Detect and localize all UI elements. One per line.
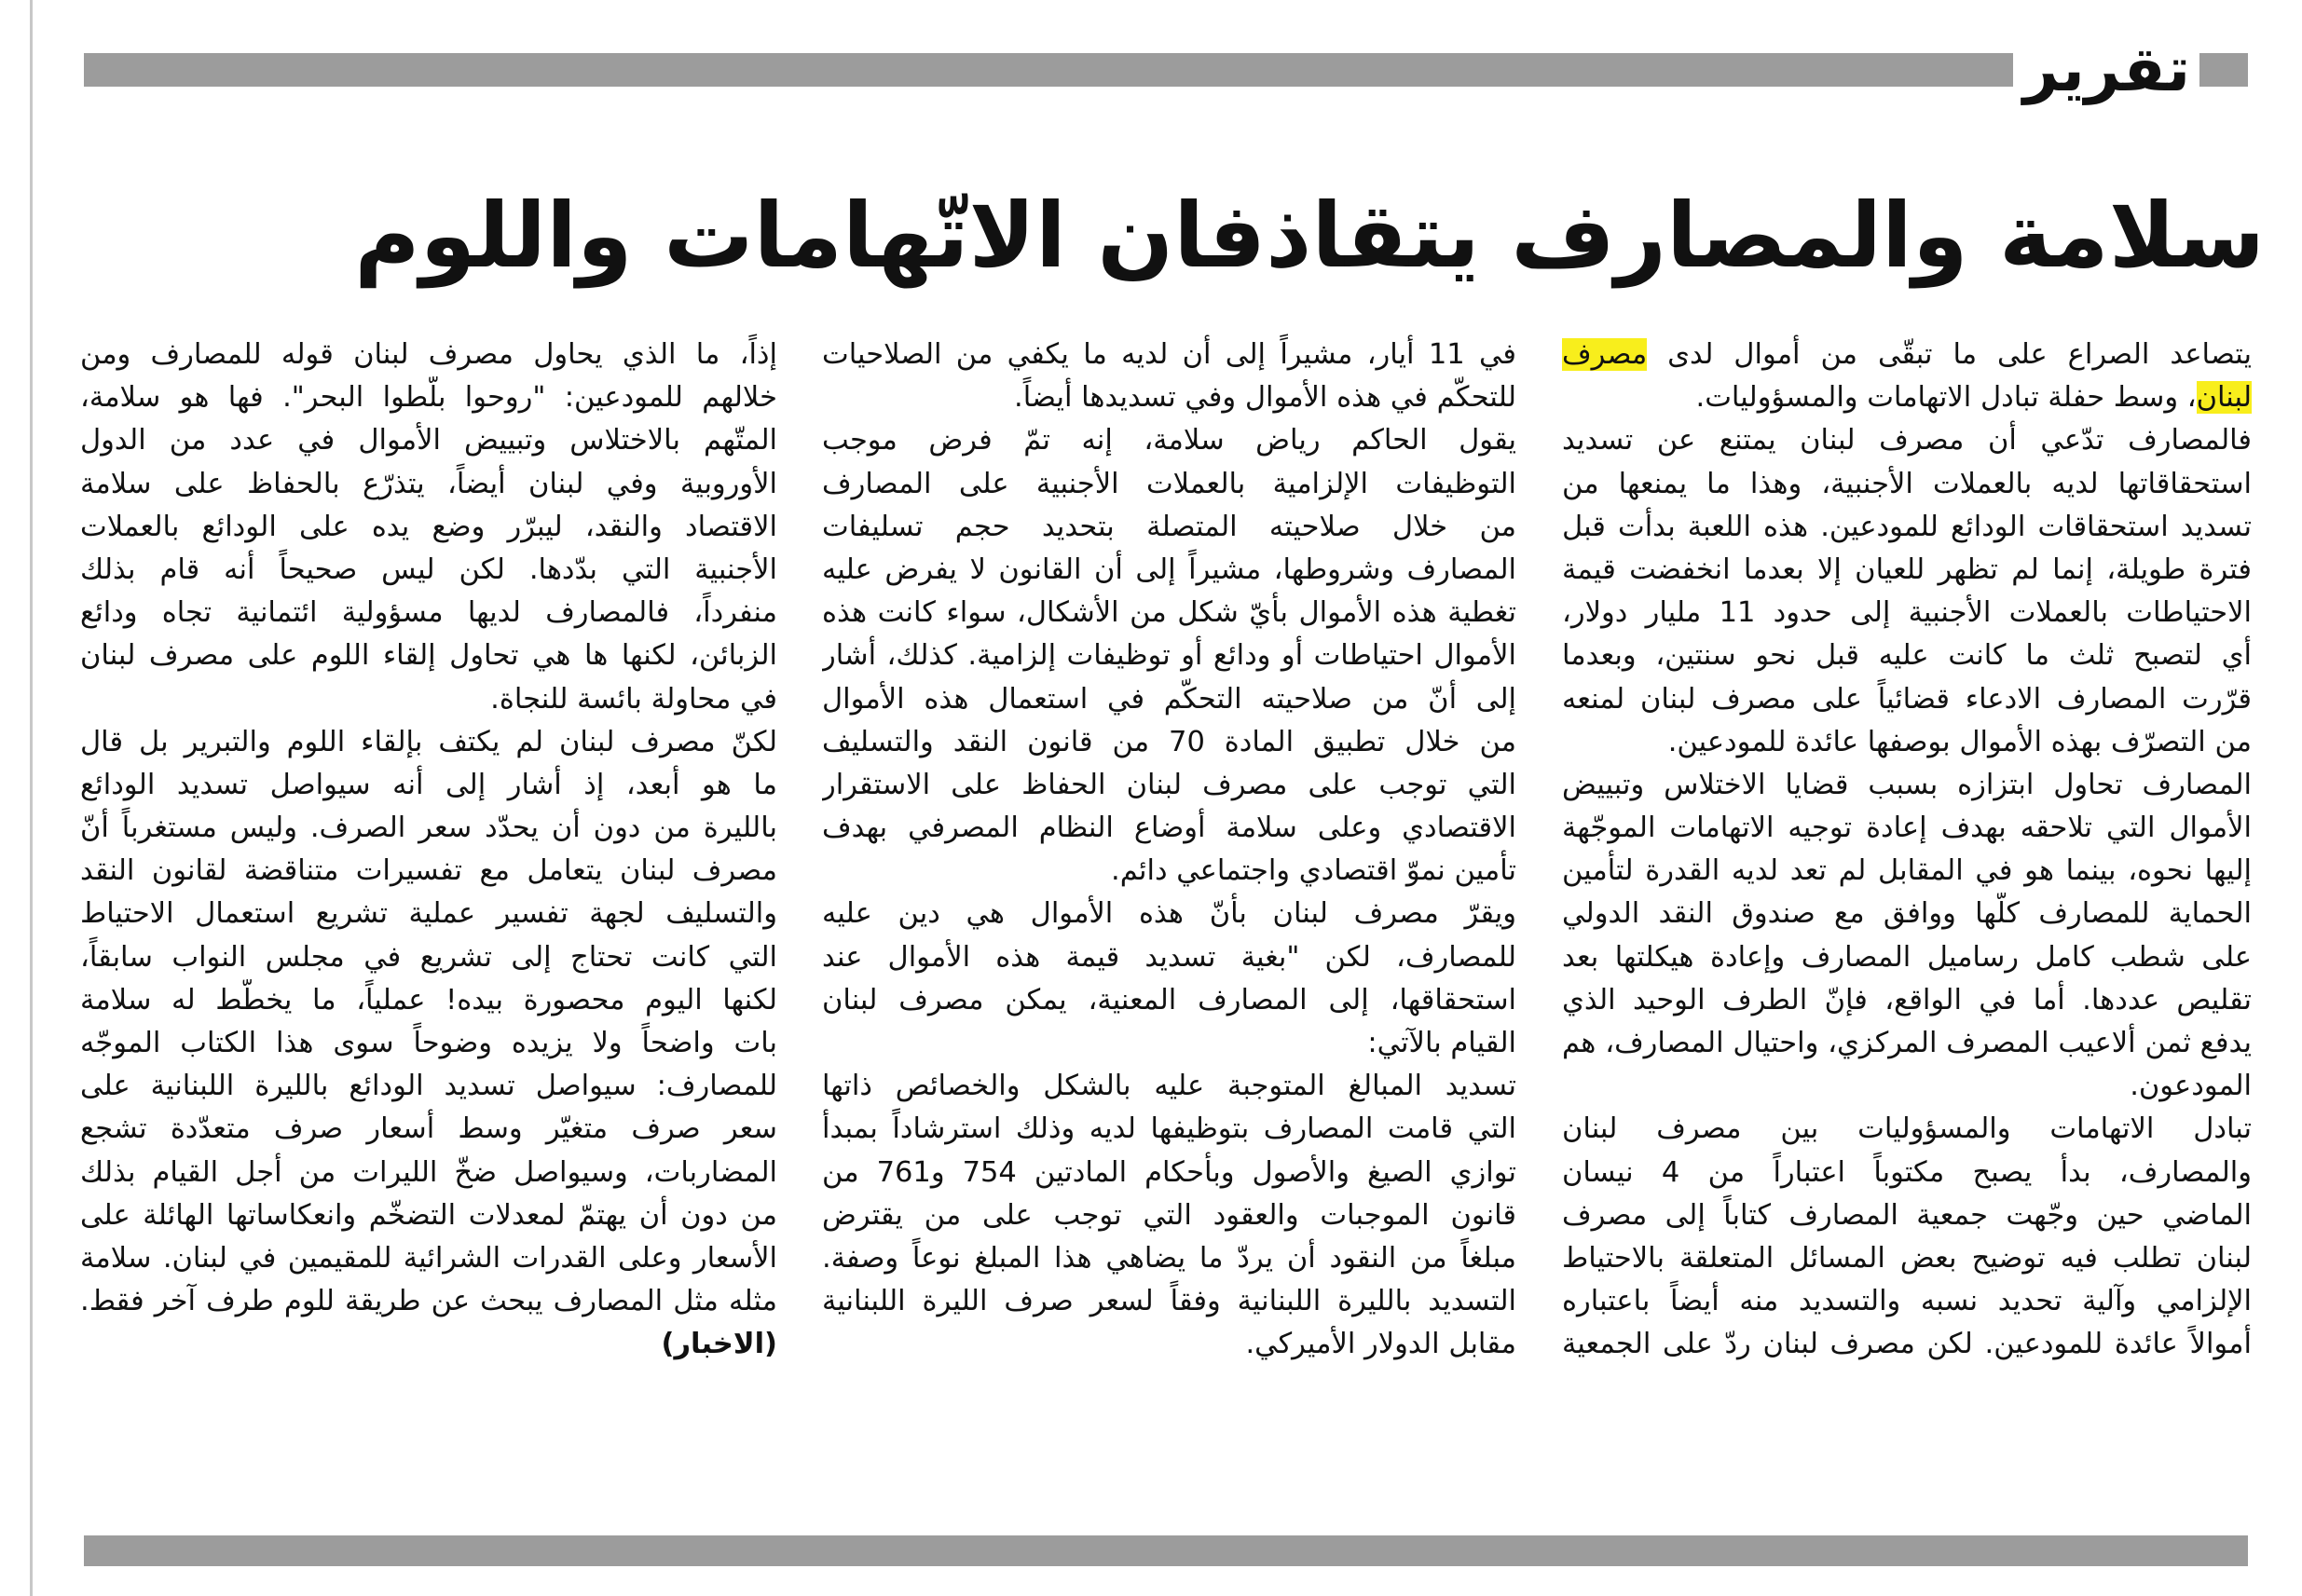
article-line [1562, 1237, 2252, 1280]
line-text: استحقاقاتها لديه بالعملات الأجنبية، وهذا ما يمنعها من [1562, 467, 2252, 500]
line-text: المودعون. [2130, 1070, 2252, 1103]
article-line [1562, 463, 2252, 506]
line-text: مقابل الدولار الأميركي. [1245, 1328, 1516, 1361]
line-text: الأسعار وعلى القدرات الشرائية للمقيمين في لبنان. سلامة [80, 1241, 777, 1275]
article-line [80, 678, 777, 721]
article-line [1562, 1065, 2252, 1108]
article-line [80, 1237, 777, 1280]
line-text: إليها نحوه، بينما هو في المقابل لم تعد لديه القدرة لتأمين [1562, 854, 2252, 888]
article-line [80, 376, 777, 419]
line-text: للمصارف: سيواصل تسديد الودائع بالليرة اللبنانية على [80, 1070, 777, 1103]
line-text: الحماية للمصارف كلّها ووافق مع صندوق النقد الدولي [1562, 897, 2252, 931]
article-line [822, 334, 1516, 376]
line-text: للتحكّم في هذه الأموال وفي تسديدها أيضاً. [1014, 381, 1516, 415]
line-text: والتسليف لجهة تفسير عملية تشريع استعمال الاحتياط [80, 897, 777, 931]
page-edge-rule [30, 0, 33, 1596]
line-text: التي قامت المصارف بتوظيفها لديه وذلك استرشاداً بمبدأ [822, 1112, 1516, 1146]
line-text: منفرداً، فالمصارف لديها مسؤولية ائتمانية تجاه ودائع [80, 596, 777, 630]
line-text: تسديد المبالغ المتوجبة عليه بالشكل والخصائص ذاتها [822, 1070, 1516, 1103]
article-line [822, 807, 1516, 850]
line-text: على شطب كامل رساميل المصارف وإعادة هيكلتها بعد [1562, 940, 2252, 974]
footer-rule [84, 1535, 2248, 1566]
line-text: استحقاقها، إلى المصارف المعنية، يمكن مصرف لبنان [822, 983, 1516, 1016]
article-column-middle [822, 334, 1516, 1489]
article-line [80, 936, 777, 979]
line-text: تغطية هذه الأموال بأيّ شكل من الأشكال، سواء كانت هذه [822, 596, 1516, 630]
line-text: في محاولة بائسة للنجاة. [490, 682, 777, 716]
article-line [80, 334, 777, 376]
line-text: التسديد بالليرة اللبنانية وفقاً لسعر صرف الليرة اللبنانية [822, 1285, 1516, 1318]
line-text: الاحتياطات بالعملات الأجنبية إلى حدود 11 مليار دولار، [1562, 596, 2252, 630]
line-text: التي كانت تحتاج إلى تشريع في مجلس النواب سابقاً، [80, 940, 777, 974]
article-column-right [1562, 334, 2252, 1489]
article-column-left [80, 334, 777, 1489]
article-line [1562, 678, 2252, 721]
article-line [1562, 1022, 2252, 1065]
article-line [80, 634, 777, 677]
line-text: الأموال التي تلاحقه بهدف إعادة توجيه الاتهامات الموجّهة [1562, 812, 2252, 845]
line-text: مثله مثل المصارف يبحث عن طريقة للوم طرف آخر فقط. [80, 1285, 777, 1318]
line-text: سعر صرف متغيّر وسط أسعار صرف متعدّدة تشجع [80, 1112, 777, 1146]
line-text: والمصارف، بدأ يصبح مكتوباً اعتباراً من 4 نيسان [1562, 1155, 2252, 1189]
article-line [822, 764, 1516, 807]
article-line [80, 1065, 777, 1108]
article-line [822, 850, 1516, 893]
article-line [80, 419, 777, 462]
article-line [822, 1022, 1516, 1065]
article-line [822, 678, 1516, 721]
article-line [822, 1065, 1516, 1108]
line-text: الاقتصادي وعلى سلامة أوضاع النظام المصرفي بهدف [822, 812, 1516, 845]
article-line [1562, 592, 2252, 634]
article-line [822, 893, 1516, 935]
article-signature: (الاخبار) [661, 1328, 777, 1361]
article-line [822, 1194, 1516, 1237]
article-line [80, 807, 777, 850]
line-text: الأموال احتياطات أو ودائع أو توظيفات إلزامية. كذلك، أشار [822, 639, 1516, 673]
line-text: الإلزامي وآلية تحديد نسبه والتسديد منه أيضاً باعتباره [1562, 1285, 2252, 1318]
line-text: الأوروبية وفي لبنان أيضاً، يتذرّع بالحفاظ على سلامة [80, 467, 777, 500]
line-text: مبلغاً من النقود أن يردّ ما يضاهي هذا المبلغ نوعاً وصفة. [822, 1241, 1516, 1275]
line-text: بالليرة من دون أن يحدّد سعر الصرف. وليس مستغرباً أنّ [80, 812, 777, 845]
line-text: القيام بالآتي: [1367, 1027, 1516, 1059]
article-line [80, 1280, 777, 1323]
article-line [822, 1152, 1516, 1194]
article-line [1562, 764, 2252, 807]
article-line [822, 376, 1516, 419]
line-text: الزبائن، لكنها ها هي تحاول إلقاء اللوم على مصرف لبنان [80, 639, 777, 673]
line-text: توازي الصيغ والأصول وبأحكام المادتين 754 و761 من [822, 1155, 1516, 1189]
header-rule-end [2199, 53, 2248, 87]
article-line [822, 549, 1516, 592]
line-text: في 11 أيار، مشيراً إلى أن لديه ما يكفي من الصلاحيات [822, 338, 1516, 371]
article-line [80, 850, 777, 893]
article-line [1562, 979, 2252, 1022]
article-line [822, 1237, 1516, 1280]
article-line [822, 1323, 1516, 1366]
article-line [1562, 807, 2252, 850]
line-text: من دون أن يهتمّ لمعدلات التضخّم وانعكاساتها الهائلة على [80, 1198, 777, 1232]
article-line [822, 979, 1516, 1022]
line-text: إلى أنّ من صلاحيته التحكّم في استعمال هذه الأموال [822, 682, 1516, 716]
header-rule [84, 53, 2013, 87]
line-text: تسديد استحقاقات الودائع للمودعين. هذه اللعبة بدأت قبل [1562, 510, 2252, 543]
article-line [822, 463, 1516, 506]
article-line [80, 721, 777, 764]
article-line [1562, 634, 2252, 677]
section-label: تقرير [2022, 34, 2191, 105]
line-text: المتّهم بالاختلاس وتبييض الأموال في عدد من الدول [80, 424, 777, 457]
article-line [1562, 1323, 2252, 1366]
line-text: لكنها اليوم محصورة بيده! عملياً، ما يخطّط له سلامة [80, 983, 777, 1016]
line-text: المضاربات، وسيواصل ضخّ الليرات من أجل القيام بذلك [80, 1155, 777, 1189]
line-text: قانون الموجبات والعقود التي توجب على من يقترض [822, 1198, 1516, 1232]
article-line [80, 1108, 777, 1151]
article-line [822, 1280, 1516, 1323]
article-line [822, 592, 1516, 634]
article-line [1562, 1108, 2252, 1151]
line-text: تبادل الاتهامات والمسؤوليات بين مصرف لبنان [1562, 1112, 2252, 1146]
line-text: التي توجب على مصرف لبنان الحفاظ على الاستقرار [822, 768, 1516, 801]
article-line [822, 506, 1516, 549]
article-line [1562, 1280, 2252, 1323]
line-text: المصارف وشروطها، مشيراً إلى أن القانون لا يفرض عليه [822, 552, 1516, 586]
line-text: تأمين نموّ اقتصادي واجتماعي دائم. [1111, 854, 1516, 888]
line-text: من التصرّف بهذه الأموال بوصفها عائدة للمودعين. [1667, 725, 2252, 758]
line-text: الاقتصاد والنقد، ليبرّر وضع يده على الودائع بالعملات [80, 510, 777, 543]
article-line [822, 936, 1516, 979]
line-text: التوظيفات الإلزامية بالعملات الأجنبية على المصارف [822, 467, 1516, 500]
line-text: لكنّ مصرف لبنان لم يكتف بإلقاء اللوم والتبرير بل قال [80, 725, 777, 758]
line-text: لبنان تطلب فيه توضيح بعض المسائل المتعلقة بالاحتياط [1562, 1241, 2252, 1275]
line-text: فترة طويلة، إنما لم تظهر للعيان إلا بعدما انخفضت قيمة [1562, 552, 2252, 586]
line-text: من خلال صلاحيته المتصلة بتحديد حجم تسليفات [822, 510, 1516, 543]
article-line [1562, 419, 2252, 462]
article-line [80, 979, 777, 1022]
highlighted-text: لبنان [2196, 381, 2252, 415]
line-text: ويقرّ مصرف لبنان بأنّ هذه الأموال هي دين عليه [822, 897, 1516, 931]
article-line [80, 1152, 777, 1194]
article-line [80, 549, 777, 592]
line-text: من خلال تطبيق المادة 70 من قانون النقد والتسليف [822, 725, 1516, 758]
article-line [1562, 334, 2252, 376]
article-line [80, 1022, 777, 1065]
line-text: تقليص عددها. أما في الواقع، فإنّ الطرف الوحيد الذي [1562, 983, 2252, 1016]
line-text: أموالاً عائدة للمودعين. لكن مصرف لبنان ردّ على الجمعية [1562, 1328, 2252, 1361]
article-line [822, 634, 1516, 677]
line-text: يتصاعد الصراع على ما تبقّى من أموال لدى [1647, 338, 2252, 371]
line-text: المصارف تحاول ابتزازه بسبب قضايا الاختلاس وتبييض [1562, 768, 2252, 801]
article-line [822, 419, 1516, 462]
line-text: إذاً، ما الذي يحاول مصرف لبنان قوله للمصارف ومن [80, 338, 777, 371]
highlighted-text: مصرف [1562, 338, 1648, 371]
line-text: بات واضحاً ولا يزيده وضوحاً سوى هذا الكتاب الموجّه [80, 1027, 777, 1059]
line-text: أي لتصبح ثلث ما كانت عليه قبل نحو سنتين، وبعدما [1562, 639, 2252, 673]
article-line [80, 463, 777, 506]
article-line [1562, 721, 2252, 764]
article-line [80, 506, 777, 549]
line-text: فالمصارف تدّعي أن مصرف لبنان يمتنع عن تسديد [1562, 424, 2252, 457]
article-line [80, 893, 777, 935]
line-text: للمصارف، لكن "بغية تسديد قيمة هذه الأموال عند [822, 940, 1516, 974]
article-line [1562, 549, 2252, 592]
line-text: خلالهم للمودعين: "روحوا بلّطوا البحر". فها هو سلامة، [80, 381, 777, 415]
article-line [822, 721, 1516, 764]
article-line [80, 764, 777, 807]
article-line [1562, 1194, 2252, 1237]
article-line [80, 592, 777, 634]
article-line [1562, 1152, 2252, 1194]
line-text: يدفع ثمن ألاعيب المصرف المركزي، واحتيال المصارف، هم [1562, 1027, 2252, 1059]
line-text: ما هو أبعد، إذ أشار إلى أنه سيواصل تسديد الودائع [80, 768, 777, 801]
article-headline: سلامة والمصارف يتقاذفان الاتّهامات واللوم [354, 184, 2265, 288]
line-text: الأجنبية التي بدّدها. لكن ليس صحيحاً أنه قام بذلك [80, 552, 777, 586]
article-line [822, 1108, 1516, 1151]
article-line [1562, 850, 2252, 893]
article-line [1562, 376, 2252, 419]
article-line [1562, 506, 2252, 549]
article-line [80, 1194, 777, 1237]
article-line [1562, 936, 2252, 979]
line-text: يقول الحاكم رياض سلامة، إنه تمّ فرض موجب [822, 424, 1516, 457]
line-text: قرّرت المصارف الادعاء قضائياً على مصرف لبنان لمنعه [1562, 682, 2252, 716]
line-text: الماضي حين وجّهت جمعية المصارف كتاباً إلى مصرف [1562, 1198, 2252, 1232]
line-text: ، وسط حفلة تبادل الاتهامات والمسؤوليات. [1695, 381, 2197, 415]
line-text: مصرف لبنان يتعامل مع تفسيرات متناقضة لقانون النقد [80, 854, 777, 888]
article-line [1562, 893, 2252, 935]
